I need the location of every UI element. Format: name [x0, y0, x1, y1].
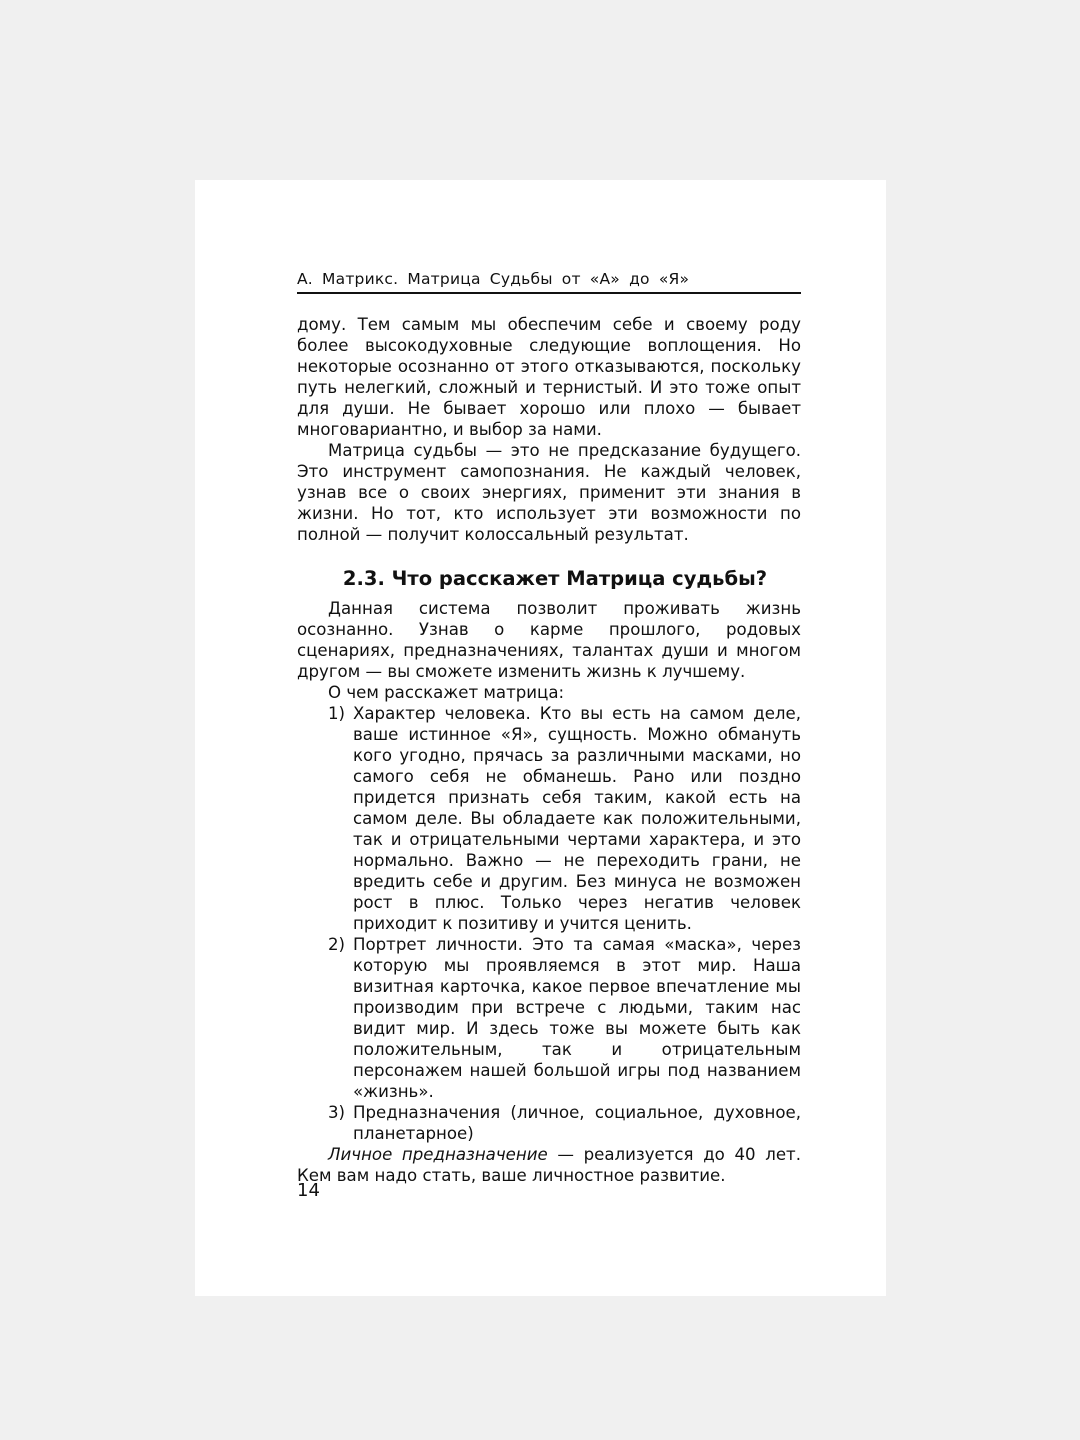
list-item-number: 2)	[328, 935, 346, 954]
page-number: 14	[297, 1180, 320, 1201]
list-item-number: 1)	[328, 704, 346, 723]
list-item-number: 3)	[328, 1103, 346, 1122]
paragraph-system-intro: Данная система позволит проживать жизнь осознанно. Узнав о карме прошлого, родовых сценариях, предназначениях, талантах души и многом другом — вы сможете изменить жизнь к лучшему.	[297, 599, 801, 681]
list-item	[297, 934, 801, 1102]
paragraph-continuation: дому. Тем самым мы обеспечим себе и своему роду более высокодуховные следующие воплощения. Но некоторые осознанно от этого отказываются, поскольку путь нелегкий, сложный и тернистый. И это тоже опыт для души. Не бывает хорошо или плохо — бывает многовариантно, и выбор за нами.	[297, 315, 801, 439]
list-item	[297, 703, 801, 934]
list-item-text: Портрет личности. Это та самая «маска», через которую мы проявляемся в этот мир. Наша визитная карточка, какое первое впечатление мы производим при встрече с людьми, таким нас видит мир. И здесь тоже вы можете быть как положительным, так и отрицательным персонажем нашей большой игры под названием «жизнь».	[353, 935, 801, 1101]
list-item-text: Характер человека. Кто вы есть на самом деле, ваше истинное «Я», сущность. Можно обмануть кого угодно, прячась за различными масками, но самого себя не обманешь. Рано или поздно придется признать себя таким, какой есть на самом деле. Вы обладаете как положительными, так и отрицательными чертами характера, и это нормально. Важно — не переходить грани, не вредить себе и другим. Без минуса не возможен рост в плюс. Только через негатив человек приходит к позитиву и учится ценить.	[353, 704, 801, 933]
paragraph-list-intro: О чем расскажет матрица:	[328, 683, 565, 702]
running-head: А. Матрикс. Матрица Судьбы от «А» до «Я»	[297, 269, 801, 294]
list-item	[297, 1102, 801, 1144]
page-body	[297, 314, 801, 1186]
paragraph-matrix-definition: Матрица судьбы — это не предсказание будущего. Это инструмент самопознания. Не каждый человек, узнав все о своих энергиях, применит эти знания в жизни. Но тот, кто использует эти возможности по полной — получит колоссальный результат.	[297, 441, 801, 544]
paragraph-personal-purpose	[297, 1144, 801, 1186]
paragraph-personal-purpose-text: — реализуется до 40 лет. Кем вам надо стать, ваше личностное развитие.	[297, 1145, 801, 1185]
book-page	[195, 180, 886, 1296]
numbered-list	[297, 703, 801, 1144]
list-item-text: Предназначения (личное, социальное, духовное, планетарное)	[353, 1103, 801, 1143]
section-heading: 2.3. Что расскажет Матрица судьбы?	[342, 567, 768, 590]
italic-term: Личное предназначение	[328, 1145, 548, 1164]
